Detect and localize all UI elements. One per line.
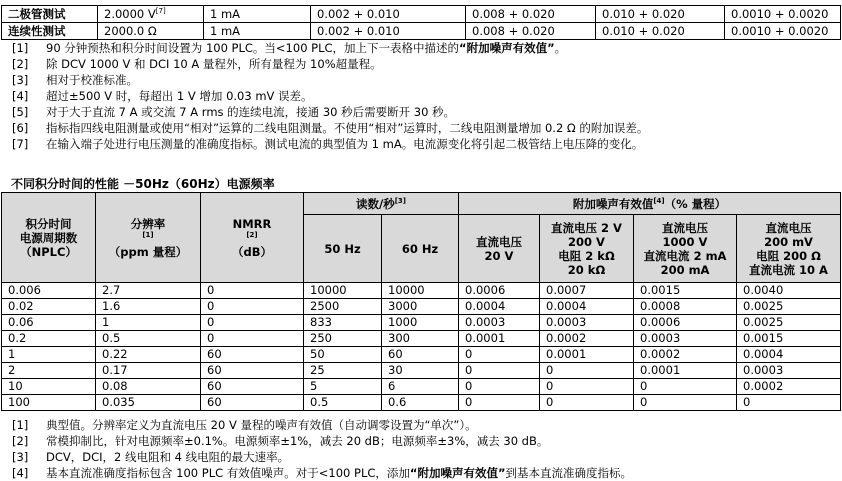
table-cell: 833 <box>304 315 382 331</box>
spec-table <box>1 5 841 40</box>
table-cell: 0 <box>459 347 540 363</box>
table-cell: 60 <box>382 347 459 363</box>
table-cell: 0.0001 <box>540 347 634 363</box>
note-text: 90 分钟预热和积分时间设置为 100 PLC。当<100 PLC，加上下一表格中描述的“附加噪声有效值”。 <box>46 41 567 55</box>
note-number: [4] <box>12 89 29 103</box>
table-cell: 300 <box>382 331 459 347</box>
spec-row-current: 1 mA <box>204 23 311 40</box>
table-cell: 100 <box>2 395 96 411</box>
table-row <box>2 395 841 411</box>
table-cell: 0.0003 <box>634 331 737 347</box>
table-cell: 2.7 <box>96 283 201 299</box>
header-60hz: 60 Hz <box>382 215 459 283</box>
header-dcv-1000v: 直流电压 1000 V 直流电流 2 mA 200 mA <box>634 215 737 283</box>
table-cell: 1.6 <box>96 299 201 315</box>
table-cell: 0.0004 <box>459 299 540 315</box>
note-text: 常模抑制比，针对电源频率±0.1%。电源频率±1%，减去 20 dB；电源频率±3%，减去 30 dB。 <box>46 434 549 448</box>
spec-row-name: 连续性测试 <box>2 23 98 40</box>
table-cell: 60 <box>201 363 304 379</box>
table-cell: 0.0007 <box>540 283 634 299</box>
table-cell: 0.0006 <box>459 283 540 299</box>
header-nmrr: NMRR [2] （dB） <box>201 193 304 283</box>
table-cell: 0.06 <box>2 315 96 331</box>
table-cell: 25 <box>304 363 382 379</box>
spec-row-cell: 0.002 + 0.010 <box>311 6 466 23</box>
table-cell: 10000 <box>382 283 459 299</box>
table-cell: 0.0002 <box>737 379 841 395</box>
note-text: 在输入端子处进行电压测量的准确度指标。测试电流的典型值为 1 mA。电流源变化将引起二极管结上电压降的变化。 <box>46 137 644 151</box>
table-cell: 3000 <box>382 299 459 315</box>
spec-row-range: 2.0000 V[7] <box>98 6 204 23</box>
table-cell: 0.2 <box>2 331 96 347</box>
table-cell: 0.0003 <box>540 315 634 331</box>
table-cell: 0.0001 <box>459 331 540 347</box>
header-dcv-200mv: 直流电压 200 mV 电阻 200 Ω 直流电流 10 A <box>737 215 841 283</box>
performance-table <box>1 192 841 411</box>
table-cell: 60 <box>201 347 304 363</box>
spec-row-cell: 0.010 + 0.020 <box>596 23 725 40</box>
note-number: [3] <box>12 73 29 87</box>
table-cell: 2 <box>2 363 96 379</box>
table-cell: 0.0003 <box>459 315 540 331</box>
spec-row-cell: 0.008 + 0.020 <box>466 6 596 23</box>
table-cell: 0 <box>459 363 540 379</box>
table-row <box>2 363 841 379</box>
table-row <box>2 331 841 347</box>
table-cell: 0.0002 <box>540 331 634 347</box>
table-cell: 2500 <box>304 299 382 315</box>
table-row <box>2 315 841 331</box>
spec-row-cell: 0.0010 + 0.0020 <box>725 23 841 40</box>
note-number: [2] <box>12 434 29 448</box>
header-noise: 附加噪声有效值[4]（% 量程） <box>459 193 841 215</box>
note-text: 对于大于直流 7 A 或交流 7 A rms 的连续电流，接通 30 秒后需要断开 30 秒。 <box>46 105 456 119</box>
spec-row <box>2 23 841 40</box>
table-cell: 0.5 <box>304 395 382 411</box>
table-cell: 0.0008 <box>634 299 737 315</box>
note-number: [6] <box>12 121 29 135</box>
header-dcv-20v: 直流电压 20 V <box>459 215 540 283</box>
table-row <box>2 347 841 363</box>
table-cell: 1 <box>2 347 96 363</box>
note-text: 相对于校准标准。 <box>46 73 138 87</box>
header-nplc: 积分时间 电源周期数 （NPLC） <box>2 193 96 283</box>
table-cell: 50 <box>304 347 382 363</box>
table-cell: 0 <box>737 395 841 411</box>
spec-row-cell: 0.008 + 0.020 <box>466 23 596 40</box>
table-cell: 0.17 <box>96 363 201 379</box>
table-cell: 0.08 <box>96 379 201 395</box>
table-row <box>2 379 841 395</box>
table-cell: 0.006 <box>2 283 96 299</box>
spec-row-range: 2000.0 Ω <box>98 23 204 40</box>
table-cell: 0 <box>201 299 304 315</box>
header-readings: 读数/秒[3] <box>304 193 459 215</box>
table-cell: 60 <box>201 379 304 395</box>
table-cell: 0.035 <box>96 395 201 411</box>
table-cell: 6 <box>382 379 459 395</box>
note-text: 超过±500 V 时，每超出 1 V 增加 0.03 mV 误差。 <box>46 89 313 103</box>
note-text: 除 DCV 1000 V 和 DCI 10 A 量程外，所有量程为 10%超量程。 <box>46 57 382 71</box>
table-cell: 0.0004 <box>737 347 841 363</box>
table-cell: 0.0015 <box>634 283 737 299</box>
table-cell: 0.6 <box>382 395 459 411</box>
table-cell: 30 <box>382 363 459 379</box>
note-text: DCV，DCI，2 线电阻和 4 线电阻的最大速率。 <box>46 450 290 464</box>
table-row <box>2 283 841 299</box>
spec-row-cell: 0.0010 + 0.0020 <box>725 6 841 23</box>
note-number: [5] <box>12 105 29 119</box>
table-cell: 0 <box>540 363 634 379</box>
note-number: [7] <box>12 137 29 151</box>
table-cell: 0.0025 <box>737 315 841 331</box>
table-cell: 10 <box>2 379 96 395</box>
header-dcv-2v: 直流电压 2 V 200 V 电阻 2 kΩ 20 kΩ <box>540 215 634 283</box>
table-cell: 0 <box>201 283 304 299</box>
table-cell: 0.22 <box>96 347 201 363</box>
spec-row-cell: 0.010 + 0.020 <box>596 6 725 23</box>
table-cell: 0.0002 <box>634 347 737 363</box>
note-number: [1] <box>12 418 29 432</box>
table-cell: 60 <box>201 395 304 411</box>
note-text: 典型值。分辨率定义为直流电压 20 V 量程的噪声有效值（自动调零设置为“单次”）。 <box>46 418 477 432</box>
table-cell: 0.5 <box>96 331 201 347</box>
table-cell: 0 <box>201 315 304 331</box>
table-cell: 0 <box>540 395 634 411</box>
table-cell: 0 <box>201 331 304 347</box>
table-cell: 0 <box>459 395 540 411</box>
table-cell: 0 <box>459 379 540 395</box>
table-cell: 0.0040 <box>737 283 841 299</box>
table-cell: 0 <box>540 379 634 395</box>
section-title: 不同积分时间的性能 －50Hz（60Hz）电源频率 <box>11 177 275 191</box>
table-cell: 0.0015 <box>737 331 841 347</box>
header-50hz: 50 Hz <box>304 215 382 283</box>
table-cell: 10000 <box>304 283 382 299</box>
table-cell: 0.0004 <box>540 299 634 315</box>
table-cell: 1 <box>96 315 201 331</box>
table-cell: 0 <box>634 395 737 411</box>
table-cell: 250 <box>304 331 382 347</box>
spec-row-current: 1 mA <box>204 6 311 23</box>
header-resolution: 分辨率 [1] （ppm 量程） <box>96 193 201 283</box>
spec-row <box>2 6 841 23</box>
table-cell: 0.0025 <box>737 299 841 315</box>
spec-row-name: 二极管测试 <box>2 6 98 23</box>
note-text: 基本直流准确度指标包含 100 PLC 有效值噪声。对于<100 PLC，添加“附加噪声有效值”到基本直流准确度指标。 <box>46 466 633 480</box>
note-text: 指标指四线电阻测量或使用“相对”运算的二线电阻测量。不使用“相对”运算时，二线电阻测量增加 0.2 Ω 的附加误差。 <box>46 121 649 135</box>
table-cell: 0.0006 <box>634 315 737 331</box>
table-row <box>2 299 841 315</box>
table-cell: 0.0001 <box>634 363 737 379</box>
spec-row-cell: 0.002 + 0.010 <box>311 23 466 40</box>
note-number: [1] <box>12 41 29 55</box>
note-number: [4] <box>12 466 29 480</box>
table-cell: 0.0003 <box>737 363 841 379</box>
table-cell: 0 <box>634 379 737 395</box>
note-number: [3] <box>12 450 29 464</box>
table-cell: 5 <box>304 379 382 395</box>
note-number: [2] <box>12 57 29 71</box>
table-cell: 0.02 <box>2 299 96 315</box>
table-cell: 1000 <box>382 315 459 331</box>
